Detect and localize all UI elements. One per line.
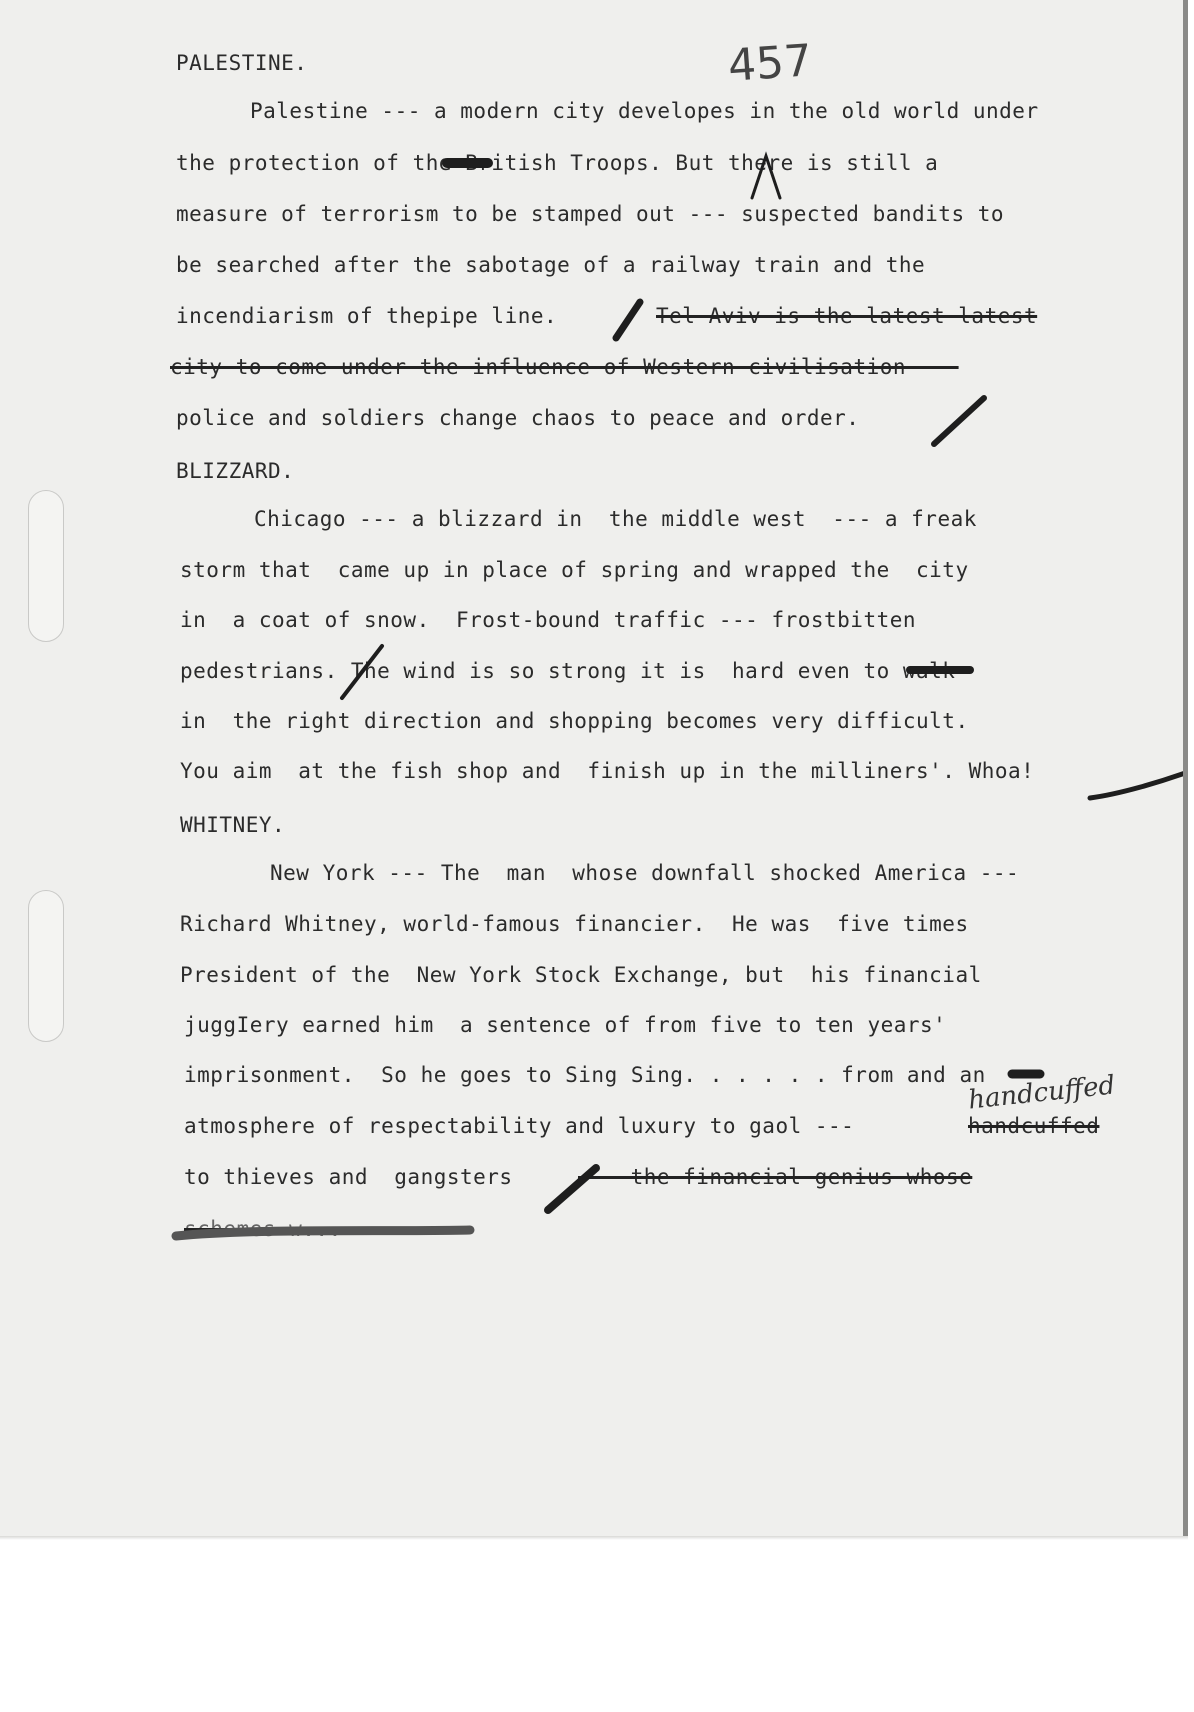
section-heading-palestine: PALESTINE. bbox=[176, 51, 308, 75]
palestine-line-3: measure of terrorism to be stamped out --- suspected bandits to bbox=[176, 202, 1005, 226]
whitney-line-3: President of the New York Stock Exchange, but his financial bbox=[180, 963, 982, 987]
blizzard-line-3: in a coat of snow. Frost-bound traffic --- frostbitten bbox=[180, 608, 917, 632]
blizzard-line-2: storm that came up in place of spring and wrapped the city bbox=[180, 558, 969, 582]
whitney-line-5: imprisonment. So he goes to Sing Sing. . . . . . from and an bbox=[184, 1063, 986, 1087]
page-edge-shadow bbox=[0, 1536, 1188, 1540]
whitney-line-6: atmosphere of respectability and luxury to gaol --- bbox=[184, 1114, 855, 1138]
slash-mark-order bbox=[934, 398, 984, 444]
palestine-line-4: be searched after the sabotage of a railway train and the bbox=[176, 253, 926, 277]
palestine-line-1: Palestine --- a modern city developes in the old world under bbox=[250, 99, 1039, 123]
palestine-line-6: police and soldiers change chaos to peace and order. bbox=[176, 406, 860, 430]
handwritten-margin-note: handcuffed bbox=[966, 1070, 1117, 1116]
section-heading-blizzard: BLIZZARD. bbox=[176, 459, 295, 483]
slash-mark-pipeline bbox=[616, 302, 640, 338]
palestine-struck-2: city to come under the influence of Western civilisation --- bbox=[170, 355, 959, 379]
whitney-struck-2: --- the financial genius whose bbox=[578, 1165, 973, 1189]
handwritten-page-number: 457 bbox=[726, 35, 814, 92]
palestine-line-2: the protection of the British Troops. But there is still a bbox=[176, 151, 939, 175]
scribble-struck-line bbox=[176, 1230, 470, 1236]
slash-mark-gangsters bbox=[548, 1168, 596, 1210]
palestine-struck-1: Tel Aviv is the latest latest bbox=[656, 304, 1038, 328]
whitney-line-2: Richard Whitney, world-famous financier. He was five times bbox=[180, 912, 969, 936]
caret-mark-troops bbox=[752, 156, 780, 198]
slash-mark-pedestrians bbox=[342, 646, 382, 698]
blizzard-line-1: Chicago --- a blizzard in the middle west --- a freak bbox=[254, 507, 977, 531]
whitney-line-7: to thieves and gangsters bbox=[184, 1165, 513, 1189]
swash-mark-whoa bbox=[1090, 772, 1183, 798]
whitney-struck-3: schemes w... bbox=[184, 1217, 342, 1241]
palestine-line-5: incendiarism of thepipe line. bbox=[176, 304, 558, 328]
whitney-struck-handcuffed: handcuffed bbox=[968, 1114, 1100, 1138]
blizzard-line-5: in the right direction and shopping becomes very difficult. bbox=[180, 709, 969, 733]
blizzard-line-6: You aim at the fish shop and finish up in the milliners'. Whoa! bbox=[180, 759, 1035, 783]
whitney-line-1: New York --- The man whose downfall shocked America --- bbox=[270, 861, 1020, 885]
whitney-line-4: juggIery earned him a sentence of from five to ten years' bbox=[184, 1013, 947, 1037]
blizzard-line-4: pedestrians. The wind is so strong it is hard even to walk bbox=[180, 659, 956, 683]
section-heading-whitney: WHITNEY. bbox=[180, 813, 286, 837]
